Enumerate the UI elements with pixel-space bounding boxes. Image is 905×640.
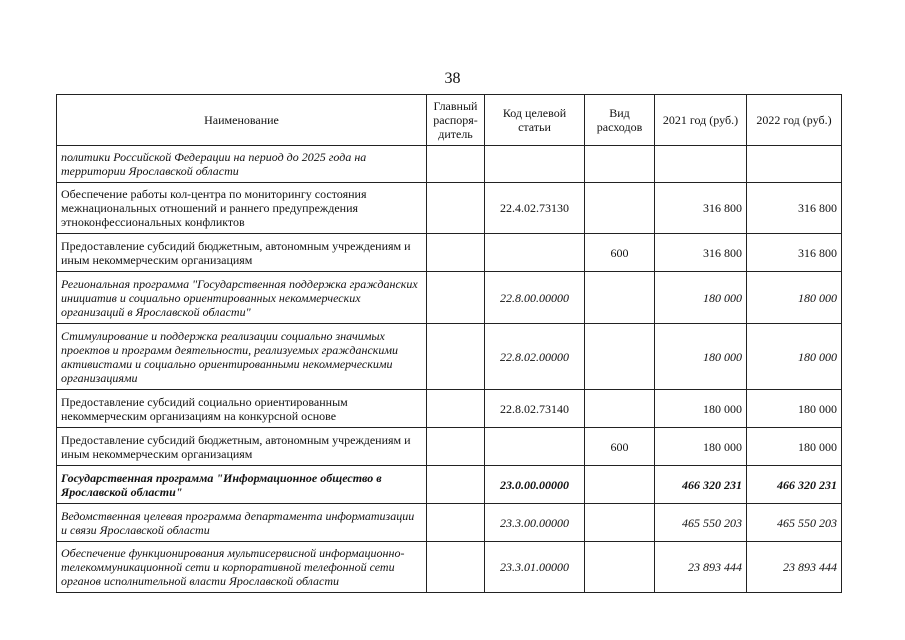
row-expense-type (585, 504, 655, 542)
row-name: Стимулирование и поддержка реализации социально значимых проектов и программ деятельности, реализуемых гражданскими активистами и социально ориентированными некоммерческими организациями (57, 324, 427, 390)
row-code: 23.3.01.00000 (485, 542, 585, 593)
table-row (57, 504, 842, 542)
row-expense-type: 600 (585, 428, 655, 466)
table-row (57, 324, 842, 390)
row-admin (427, 272, 485, 324)
row-code: 22.4.02.73130 (485, 183, 585, 234)
row-admin (427, 324, 485, 390)
row-name: Предоставление субсидий бюджетным, автономным учреждениям и иным некоммерческим организациям (57, 234, 427, 272)
row-2021: 180 000 (655, 324, 747, 390)
row-code (485, 428, 585, 466)
row-2021: 180 000 (655, 390, 747, 428)
row-2022: 466 320 231 (747, 466, 842, 504)
row-2022 (747, 146, 842, 183)
table-row (57, 390, 842, 428)
row-name: Ведомственная целевая программа департамента информатизации и связи Ярославской области (57, 504, 427, 542)
row-2021: 316 800 (655, 234, 747, 272)
row-code: 23.0.00.00000 (485, 466, 585, 504)
row-2022: 316 800 (747, 183, 842, 234)
row-2022: 180 000 (747, 390, 842, 428)
row-2022: 316 800 (747, 234, 842, 272)
row-2021 (655, 146, 747, 183)
table-row (57, 146, 842, 183)
row-name: Государственная программа "Информационное общество в Ярославской области" (57, 466, 427, 504)
row-admin (427, 146, 485, 183)
table-row (57, 272, 842, 324)
row-expense-type: 600 (585, 234, 655, 272)
row-name: политики Российской Федерации на период до 2025 года на территории Ярославской области (57, 146, 427, 183)
table-row (57, 234, 842, 272)
row-admin (427, 542, 485, 593)
row-code: 23.3.00.00000 (485, 504, 585, 542)
row-name: Обеспечение работы кол-центра по мониторингу состояния межнациональных отношений и раннего предупреждения этноконфессиональных конфликтов (57, 183, 427, 234)
row-2022: 180 000 (747, 324, 842, 390)
row-code (485, 234, 585, 272)
row-code: 22.8.02.00000 (485, 324, 585, 390)
row-expense-type (585, 390, 655, 428)
row-2021: 180 000 (655, 272, 747, 324)
row-2021: 466 320 231 (655, 466, 747, 504)
row-2022: 23 893 444 (747, 542, 842, 593)
row-admin (427, 428, 485, 466)
header-expense-type: Вид расходов (585, 95, 655, 146)
row-2022: 180 000 (747, 272, 842, 324)
row-code (485, 146, 585, 183)
row-expense-type (585, 146, 655, 183)
row-admin (427, 466, 485, 504)
header-admin: Главный распоря-дитель (427, 95, 485, 146)
table-row (57, 466, 842, 504)
table-row (57, 428, 842, 466)
row-name: Региональная программа "Государственная поддержка гражданских инициатив и социально ориентированных некоммерческих организаций в Ярославской области" (57, 272, 427, 324)
table-row (57, 183, 842, 234)
row-2021: 23 893 444 (655, 542, 747, 593)
header-name: Наименование (57, 95, 427, 146)
row-2022: 465 550 203 (747, 504, 842, 542)
row-name: Предоставление субсидий социально ориентированным некоммерческим организациям на конкурсной основе (57, 390, 427, 428)
header-2022: 2022 год (руб.) (747, 95, 842, 146)
header-row (57, 95, 842, 146)
row-2021: 316 800 (655, 183, 747, 234)
row-name: Предоставление субсидий бюджетным, автономным учреждениям и иным некоммерческим организациям (57, 428, 427, 466)
row-expense-type (585, 183, 655, 234)
table-row (57, 542, 842, 593)
row-name: Обеспечение функционирования мультисервисной информационно-телекоммуникационной сети и корпоративной телефонной сети органов исполнительной власти Ярославской области (57, 542, 427, 593)
row-2021: 180 000 (655, 428, 747, 466)
row-expense-type (585, 466, 655, 504)
row-2021: 465 550 203 (655, 504, 747, 542)
row-code: 22.8.02.73140 (485, 390, 585, 428)
row-expense-type (585, 324, 655, 390)
header-code: Код целевой статьи (485, 95, 585, 146)
row-expense-type (585, 272, 655, 324)
header-2021: 2021 год (руб.) (655, 95, 747, 146)
row-admin (427, 183, 485, 234)
row-admin (427, 234, 485, 272)
page-number: 38 (444, 70, 461, 87)
row-admin (427, 390, 485, 428)
row-expense-type (585, 542, 655, 593)
budget-table (56, 94, 842, 593)
row-code: 22.8.00.00000 (485, 272, 585, 324)
row-admin (427, 504, 485, 542)
row-2022: 180 000 (747, 428, 842, 466)
